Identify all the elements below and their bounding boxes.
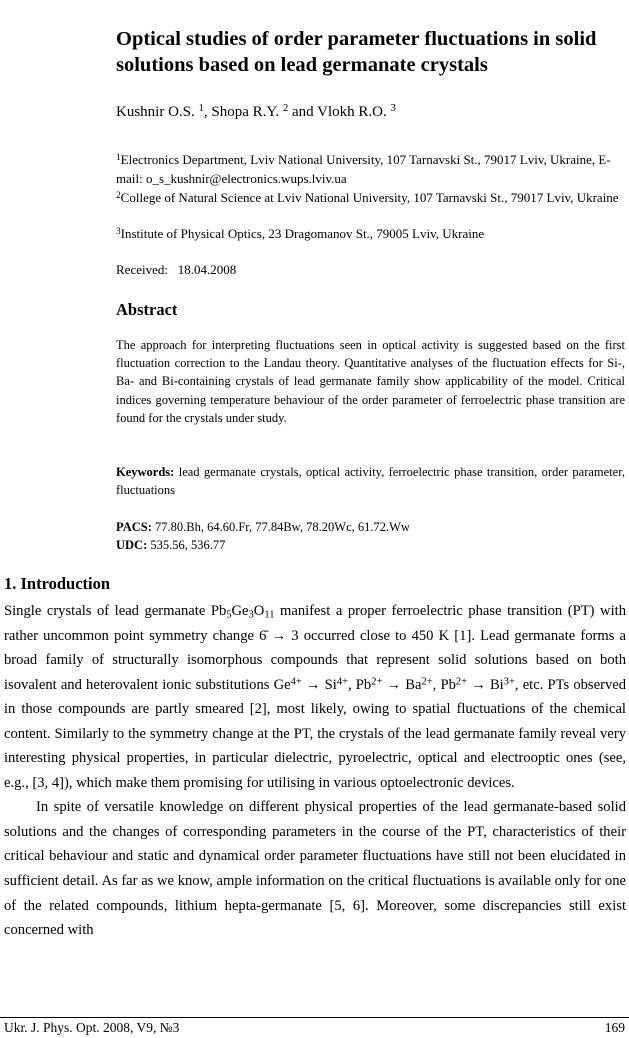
superscript: 3+: [503, 675, 515, 687]
affiliation-text: Institute of Physical Optics, 23 Dragomanov St., 79005 Lviv, Ukraine: [120, 226, 485, 241]
author-affiliation-mark: 2: [282, 102, 289, 115]
keywords-text: lead germanate crystals, optical activity, ferroelectric phase transition, order parameter, fluctuations: [116, 465, 625, 498]
udc-label: UDC:: [116, 538, 148, 553]
udc-line: [116, 536, 410, 554]
affiliation-number: 2: [116, 190, 121, 201]
affiliation-number: 3: [116, 226, 121, 237]
affiliation-text: Electronics Department, Lviv National University, 107 Tarnavski St., 79017 Lviv, Ukraine, E-mail: o_s_kushnir@electronics.wups.lviv.ua: [116, 152, 611, 186]
page-number: 169: [604, 1020, 625, 1035]
affiliation: [116, 189, 621, 208]
pacs-label: PACS:: [116, 520, 152, 534]
author-separator: and: [288, 104, 318, 120]
subscript: 5: [226, 609, 232, 621]
author-list: [116, 104, 396, 121]
ion-substitution: , Pb: [348, 676, 372, 693]
affiliation-number: 1: [116, 152, 121, 163]
author-name: Vlokh R.O.: [317, 104, 387, 120]
text-run: manifest a proper ferroelectric phase transition (PT) with rather uncommon point symmetry change: [4, 603, 627, 644]
classification-codes: [116, 518, 410, 554]
subscript: 11: [264, 609, 275, 621]
pacs-line: [116, 518, 410, 536]
received-value: 18.04.2008: [177, 262, 237, 277]
ion-substitution: → Si: [301, 676, 337, 693]
text-run: O: [253, 603, 265, 619]
paragraph: In spite of versatile knowledge on different physical properties of the lead germanate-based solid solutions and the changes of corresponding parameters in the course of the PT, characteristics of their critical behaviour and static and dynamical order parameter fluctuations have still not been elucidated in sufficient detail. As far as we know, ample information on the critical fluctuations is available only for one of the related compounds, lithium hepta-germanate [5, 6]. Moreover, some discrepancies still exist concerned with: [4, 799, 626, 939]
paper-title: Optical studies of order parameter fluctuations in solid solutions based on lead germanate crystals: [116, 28, 597, 76]
pacs-codes: 77.80.Bh, 64.60.Fr, 77.84Bw, 78.20Wc, 61.72.Ww: [155, 520, 410, 534]
superscript: 2+: [421, 675, 433, 687]
affiliation: [116, 225, 621, 244]
text-run: Ge: [231, 603, 249, 619]
author-affiliation-mark: 3: [390, 102, 396, 115]
symmetry-change: 6̄ → 3: [259, 627, 299, 644]
received-date: [116, 262, 236, 278]
ion-substitution: Ge: [273, 676, 291, 693]
footer-rule: [0, 1017, 629, 1018]
ion-substitution: → Ba: [382, 676, 422, 693]
superscript: 2+: [455, 675, 468, 687]
author-name: Kushnir O.S.: [116, 104, 195, 120]
affiliation: [116, 151, 621, 188]
keywords: [116, 463, 625, 499]
ion-substitution: → Bi: [467, 676, 504, 693]
superscript: 2+: [371, 675, 383, 687]
author-separator: ,: [203, 104, 212, 120]
udc-codes: 535.56, 536.77: [150, 538, 226, 553]
superscript: 4+: [336, 675, 349, 687]
author-name: Shopa R.Y.: [211, 104, 280, 120]
subscript: 3: [248, 609, 254, 621]
journal-citation: Ukr. J. Phys. Opt. 2008, V9, №3: [4, 1020, 180, 1035]
paragraph: [4, 599, 626, 795]
text-run: , etc. PTs observed in those compounds are partly smeared [2], most likely, owing to spatial fluctuations of the chemical content. Similarly to the symmetry change at the PT, the crystals of the lead germanate family reveal very interesting physical properties, in particular dielectric, pyroelectric, optical and electrooptic ones (see, e.g., [3, 4]), which make them promising for utilising in various optoelectronic devices.: [4, 676, 627, 791]
keywords-label: Keywords:: [116, 465, 175, 479]
text-run: Single crystals of lead germanate Pb: [4, 603, 227, 619]
body-text: [4, 599, 626, 943]
ion-substitution: , Pb: [432, 676, 456, 693]
section-heading: 1. Introduction: [4, 574, 111, 593]
received-label: Received:: [116, 262, 168, 277]
text-run: occurred close to 450 K [1]. Lead germanate forms a broad family of structurally isomorphous compounds that represent solid solutions based on both isovalent and heterovalent ionic substitutions: [4, 627, 627, 693]
superscript: 4+: [290, 675, 302, 687]
abstract-text: The approach for interpreting fluctuations seen in optical activity is suggested based on the first fluctuation correction to the Landau theory. Quantitative analyses of the fluctuation effects for Si-, Ba- and Bi-containing crystals of lead germanate family show applicability of the model. Critical indices governing temperature behaviour of the order parameter of ferroelectric phase transition are found for the crystals under study.: [116, 338, 625, 425]
affiliation-text: College of Natural Science at Lviv National University, 107 Tarnavski St., 79017 Lviv, Ukraine: [120, 190, 619, 205]
abstract-heading: Abstract: [116, 300, 178, 319]
author-affiliation-mark: 1: [198, 102, 204, 115]
